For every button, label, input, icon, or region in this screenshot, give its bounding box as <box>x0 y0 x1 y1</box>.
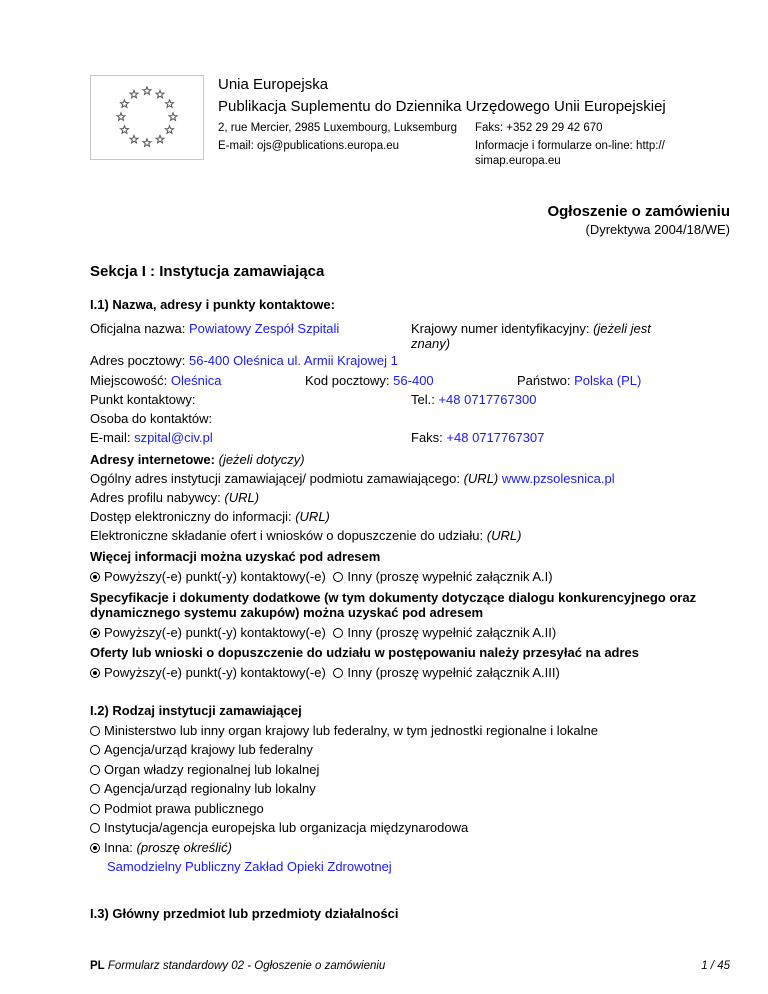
postcode-value: 56-400 <box>393 373 434 388</box>
general-addr-row <box>90 471 615 486</box>
email-value[interactable]: szpital@civ.pl <box>134 430 213 445</box>
star-icon <box>130 90 138 98</box>
i2-option <box>90 781 316 796</box>
header-info-line1: Informacje i formularze on-line: http:// <box>475 140 665 152</box>
radio-option[interactable] <box>90 823 100 833</box>
i2-other-value: Samodzielny Publiczny Zakład Opieki Zdrowotnej <box>107 859 392 874</box>
radio-other[interactable] <box>333 572 343 582</box>
i2-option-label: Podmiot prawa publicznego <box>104 801 264 816</box>
i2-option <box>90 742 313 757</box>
i2-option-label: Agencja/urząd krajowy lub federalny <box>104 742 313 757</box>
national-id-row <box>411 321 651 336</box>
radio-above-selected[interactable] <box>90 668 100 678</box>
i2-option <box>90 762 319 777</box>
contact-person-label: Osoba do kontaktów: <box>90 411 213 426</box>
i2-other-label: Inna: <box>104 840 133 855</box>
star-icon <box>117 113 125 121</box>
i2-option <box>90 820 468 835</box>
electronic-access-row <box>90 509 330 524</box>
url-tag: (URL) <box>463 471 499 486</box>
town-label: Miejscowość: <box>90 373 168 388</box>
i2-other-note: (proszę określić) <box>136 840 232 855</box>
footer-page: 1 / 45 <box>701 960 730 972</box>
postcode-label: Kod pocztowy: <box>305 373 390 388</box>
contact-point-label: Punkt kontaktowy: <box>90 392 196 407</box>
email-row <box>90 430 213 445</box>
tel-row <box>411 392 536 407</box>
footer-lang: PL <box>90 960 105 972</box>
star-icon <box>143 87 151 95</box>
header-info-line2: simap.europa.eu <box>475 155 561 167</box>
radio-other-selected[interactable] <box>90 843 100 853</box>
town-row <box>90 373 222 388</box>
offers-heading: Oferty lub wnioski o dopuszczenie do udziału w postępowaniu należy przesyłać na adres <box>90 645 640 660</box>
header-fax: Faks: +352 29 29 42 670 <box>475 122 603 134</box>
official-name-label: Oficjalna nazwa: <box>90 321 186 336</box>
star-icon <box>166 126 174 134</box>
opt-other-label: Inny (proszę wypełnić załącznik A.III) <box>347 665 560 680</box>
notice-title: Ogłoszenie o zamówieniu <box>547 203 730 220</box>
internet-label: Adresy internetowe: <box>90 452 215 467</box>
i3-heading: I.3) Główny przedmiot lub przedmioty działalności <box>90 906 399 921</box>
radio-above-selected[interactable] <box>90 572 100 582</box>
national-id-note-2: znany) <box>411 336 451 351</box>
footer-form <box>90 960 385 972</box>
tel-label: Tel.: <box>411 392 435 407</box>
electronic-submission-row <box>90 528 521 543</box>
spec-options <box>90 625 556 640</box>
star-icon <box>156 90 164 98</box>
national-id-note-1: (jeżeli jest <box>593 321 651 336</box>
opt-above-label: Powyższy(-e) punkt(-y) kontaktowy(-e) <box>104 625 326 640</box>
url-tag: (URL) <box>295 509 330 524</box>
radio-option[interactable] <box>90 784 100 794</box>
postal-value: 56-400 Oleśnica ul. Armii Krajowej 1 <box>189 353 398 368</box>
notice-directive: (Dyrektywa 2004/18/WE) <box>585 222 730 237</box>
header-org: Unia Europejska <box>218 76 329 93</box>
electronic-access-label: Dostęp elektroniczny do informacji: <box>90 509 292 524</box>
i1-heading: I.1) Nazwa, adresy i punkty kontaktowe: <box>90 297 335 312</box>
tel-value: +48 0717767300 <box>438 392 537 407</box>
radio-other[interactable] <box>333 628 343 638</box>
buyer-profile-label: Adres profilu nabywcy: <box>90 490 221 505</box>
country-label: Państwo: <box>517 373 571 388</box>
star-icon <box>130 135 138 143</box>
fax-row <box>411 430 544 445</box>
eu-stars-icon <box>91 76 203 159</box>
official-name-row <box>90 321 339 336</box>
more-info-heading: Więcej informacji można uzyskać pod adresem <box>90 549 381 564</box>
radio-option[interactable] <box>90 726 100 736</box>
star-icon <box>120 126 128 134</box>
url-tag: (URL) <box>224 490 260 505</box>
radio-option[interactable] <box>90 745 100 755</box>
general-addr-label: Ogólny adres instytucji zamawiającej/ podmiotu zamawiającego: <box>90 471 460 486</box>
postal-row <box>90 353 398 368</box>
fax-value: +48 0717767307 <box>446 430 545 445</box>
internet-row <box>90 452 305 467</box>
town-value: Oleśnica <box>170 373 222 388</box>
opt-other-label: Inny (proszę wypełnić załącznik A.II) <box>347 625 557 640</box>
header-publication: Publikacja Suplementu do Dziennika Urzędowego Unii Europejskiej <box>218 98 666 115</box>
star-icon <box>169 113 177 121</box>
i2-option <box>90 723 598 738</box>
header-address: 2, rue Mercier, 2985 Luxembourg, Luksemburg <box>218 122 458 134</box>
electronic-submission-label: Elektroniczne składanie ofert i wniosków o dopuszczenie do udziału: <box>90 528 484 543</box>
star-icon <box>120 100 128 108</box>
i2-option-other <box>90 840 232 855</box>
star-icon <box>166 100 174 108</box>
general-addr-link[interactable]: www.pzsolesnica.pl <box>501 471 615 486</box>
opt-other-label: Inny (proszę wypełnić załącznik A.I) <box>347 569 553 584</box>
radio-option[interactable] <box>90 804 100 814</box>
fax-label: Faks: <box>411 430 443 445</box>
more-info-options <box>90 569 553 584</box>
postcode-row <box>305 373 434 388</box>
country-value: Polska (PL) <box>574 373 642 388</box>
official-name-value: Powiatowy Zespół Szpitali <box>189 321 340 336</box>
spec-heading-1: Specyfikacje i dokumenty dodatkowe (w tym dokumenty dotyczące dialogu konkurencyjnego oraz <box>90 590 697 605</box>
i2-option-label: Instytucja/agencja europejska lub organizacja międzynarodowa <box>104 820 469 835</box>
section-heading: Sekcja I : Instytucja zamawiająca <box>90 263 325 280</box>
header-email: E-mail: ojs@publications.europa.eu <box>218 140 400 152</box>
i2-option <box>90 801 264 816</box>
footer-form-name: Formularz standardowy 02 - Ogłoszenie o zamówieniu <box>107 960 386 972</box>
eu-logo <box>90 75 204 160</box>
radio-option[interactable] <box>90 765 100 775</box>
opt-above-label: Powyższy(-e) punkt(-y) kontaktowy(-e) <box>104 569 326 584</box>
buyer-profile-row <box>90 490 259 505</box>
national-id-label: Krajowy numer identyfikacyjny: <box>411 321 590 336</box>
offers-options <box>90 665 560 680</box>
spec-heading-2: dynamicznego systemu zakupów) można uzyskać pod adresem <box>90 605 484 620</box>
country-row <box>517 373 641 388</box>
i2-option-label: Organ władzy regionalnej lub lokalnej <box>104 762 320 777</box>
internet-note: (jeżeli dotyczy) <box>218 452 305 467</box>
star-icon <box>156 135 164 143</box>
radio-other[interactable] <box>333 668 343 678</box>
url-tag: (URL) <box>486 528 522 543</box>
i2-option-label: Ministerstwo lub inny organ krajowy lub federalny, w tym jednostki regionalne i lokalne <box>104 723 598 738</box>
star-icon <box>143 139 151 147</box>
i2-heading: I.2) Rodzaj instytucji zamawiającej <box>90 703 302 718</box>
opt-above-label: Powyższy(-e) punkt(-y) kontaktowy(-e) <box>104 665 326 680</box>
radio-above-selected[interactable] <box>90 628 100 638</box>
postal-label: Adres pocztowy: <box>90 353 186 368</box>
email-label: E-mail: <box>90 430 131 445</box>
i2-option-label: Agencja/urząd regionalny lub lokalny <box>104 781 316 796</box>
